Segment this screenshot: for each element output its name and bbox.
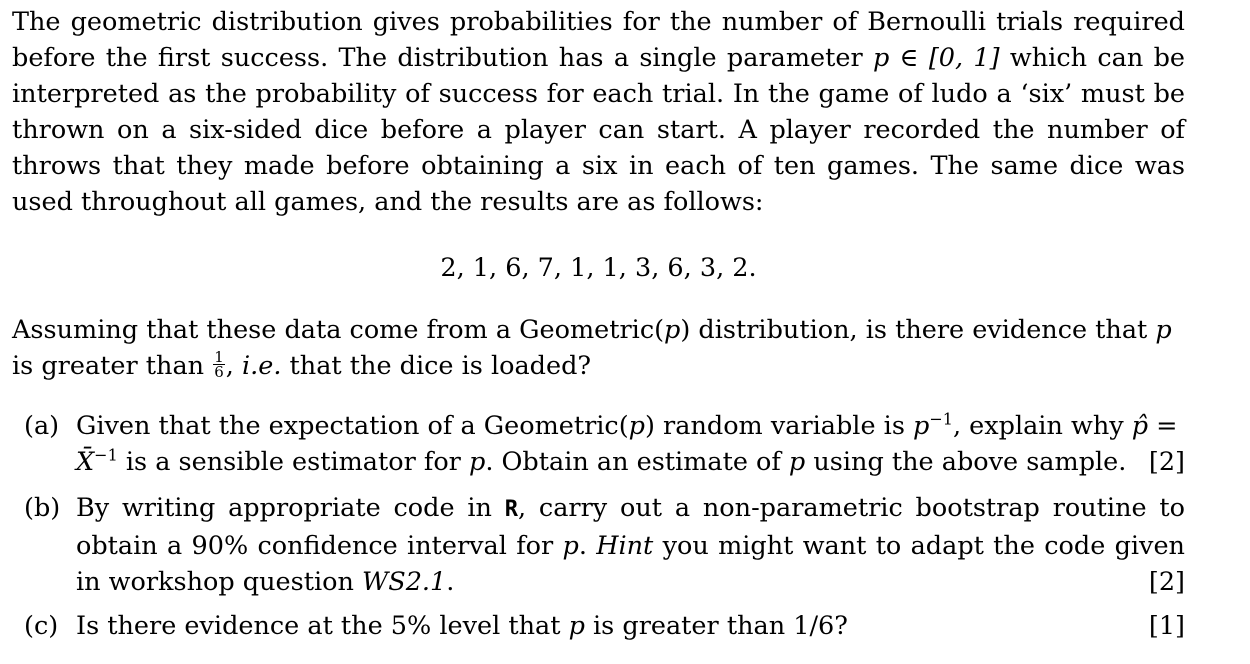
var-p: p xyxy=(568,611,585,641)
var-p: p xyxy=(562,531,579,561)
var-p: p xyxy=(913,411,930,441)
workshop-ref: WS2.1 xyxy=(362,567,447,597)
part-c xyxy=(24,608,1185,644)
part-a-text-1: Given that the expectation of a Geometric( xyxy=(76,411,629,441)
var-p: p xyxy=(664,315,681,345)
question-paragraph: Assuming that these data come from a Geometric(p) distribution, is there evidence that p is greater than $\frac{1}{6}$ , i.e. that the dice is loaded? xyxy=(12,315,1172,381)
question-text-1: Assuming that these data come from a Geometric( xyxy=(12,315,665,345)
p-hat: p̂ xyxy=(1131,411,1149,441)
part-b-text-4: you might want to adapt the code given in workshop question xyxy=(76,531,1185,597)
part-b-marks: [2] xyxy=(1148,567,1185,597)
var-p: p xyxy=(788,447,806,477)
fraction-denominator: 6 xyxy=(214,362,224,381)
part-c-text-2: is greater than 1/6? xyxy=(584,611,848,641)
part-b-text-5: . xyxy=(446,567,455,597)
parameter-expression: p ∈ [0, 1] xyxy=(872,43,1000,73)
part-a-body xyxy=(76,408,1185,480)
fraction-numerator: 1 xyxy=(214,347,224,366)
part-a-marks: [2] xyxy=(1148,447,1185,477)
part-b-body xyxy=(76,490,1185,600)
intro-paragraph xyxy=(12,4,1185,220)
part-c-label: (c) xyxy=(24,611,59,641)
part-b-label: (b) xyxy=(24,493,61,523)
part-a-text-2: ) random variable is xyxy=(645,411,914,441)
part-a-text-4: is a sensible estimator for xyxy=(117,447,469,477)
part-a-text-5: . Obtain an estimate of xyxy=(485,447,789,477)
part-c-marks: [1] xyxy=(1148,611,1185,641)
var-p: p xyxy=(468,447,486,477)
part-c-text-1: Is there evidence at the 5% level that xyxy=(76,611,569,641)
part-b-text-1: By writing appropriate code in xyxy=(76,493,505,523)
part-b-text-3: . xyxy=(578,531,597,561)
var-p: p xyxy=(1155,315,1172,345)
x-bar: X̄ xyxy=(76,447,95,477)
inverse-exponent: −1 xyxy=(929,409,953,429)
question-text-2: ) distribution, is there evidence that xyxy=(680,315,1156,345)
ie-abbrev: i.e. xyxy=(241,351,282,381)
inverse-exponent: −1 xyxy=(94,445,118,465)
intro-text-1: The geometric distribution gives probabilities for the number of Bernoulli trials required before the first success. The distribution has a single parameter xyxy=(12,7,1185,73)
part-b-text-2: , carry out a non-parametric bootstrap routine to obtain a 90% confidence interval for xyxy=(76,493,1185,561)
part-a-label: (a) xyxy=(24,411,60,441)
fraction-one-sixth xyxy=(213,347,225,381)
question-text-3: is greater than xyxy=(12,351,213,381)
question-text-4: that the dice is loaded? xyxy=(281,351,592,381)
r-code: R xyxy=(504,497,519,522)
part-b xyxy=(24,490,1185,600)
intro-text-2: which can be interpreted as the probability of success for each trial. In the game of ludo a ‘six’ must be thrown on a six-sided dice before a player can start. A player recorded the number of throws that they made before obtaining a six in each of ten games. The same dice was used throughout all games, and the results are as follows: xyxy=(12,43,1186,217)
part-a xyxy=(24,408,1185,480)
data-values: 2, 1, 6, 7, 1, 1, 3, 6, 3, 2. xyxy=(440,253,757,283)
part-a-text-6: using the above sample. xyxy=(805,447,1127,477)
hint-word: Hint xyxy=(596,531,654,561)
var-p: p xyxy=(628,411,645,441)
equals-sign: = xyxy=(1148,411,1178,441)
part-c-body xyxy=(76,608,1185,644)
part-a-text-3: , explain why xyxy=(952,411,1132,441)
